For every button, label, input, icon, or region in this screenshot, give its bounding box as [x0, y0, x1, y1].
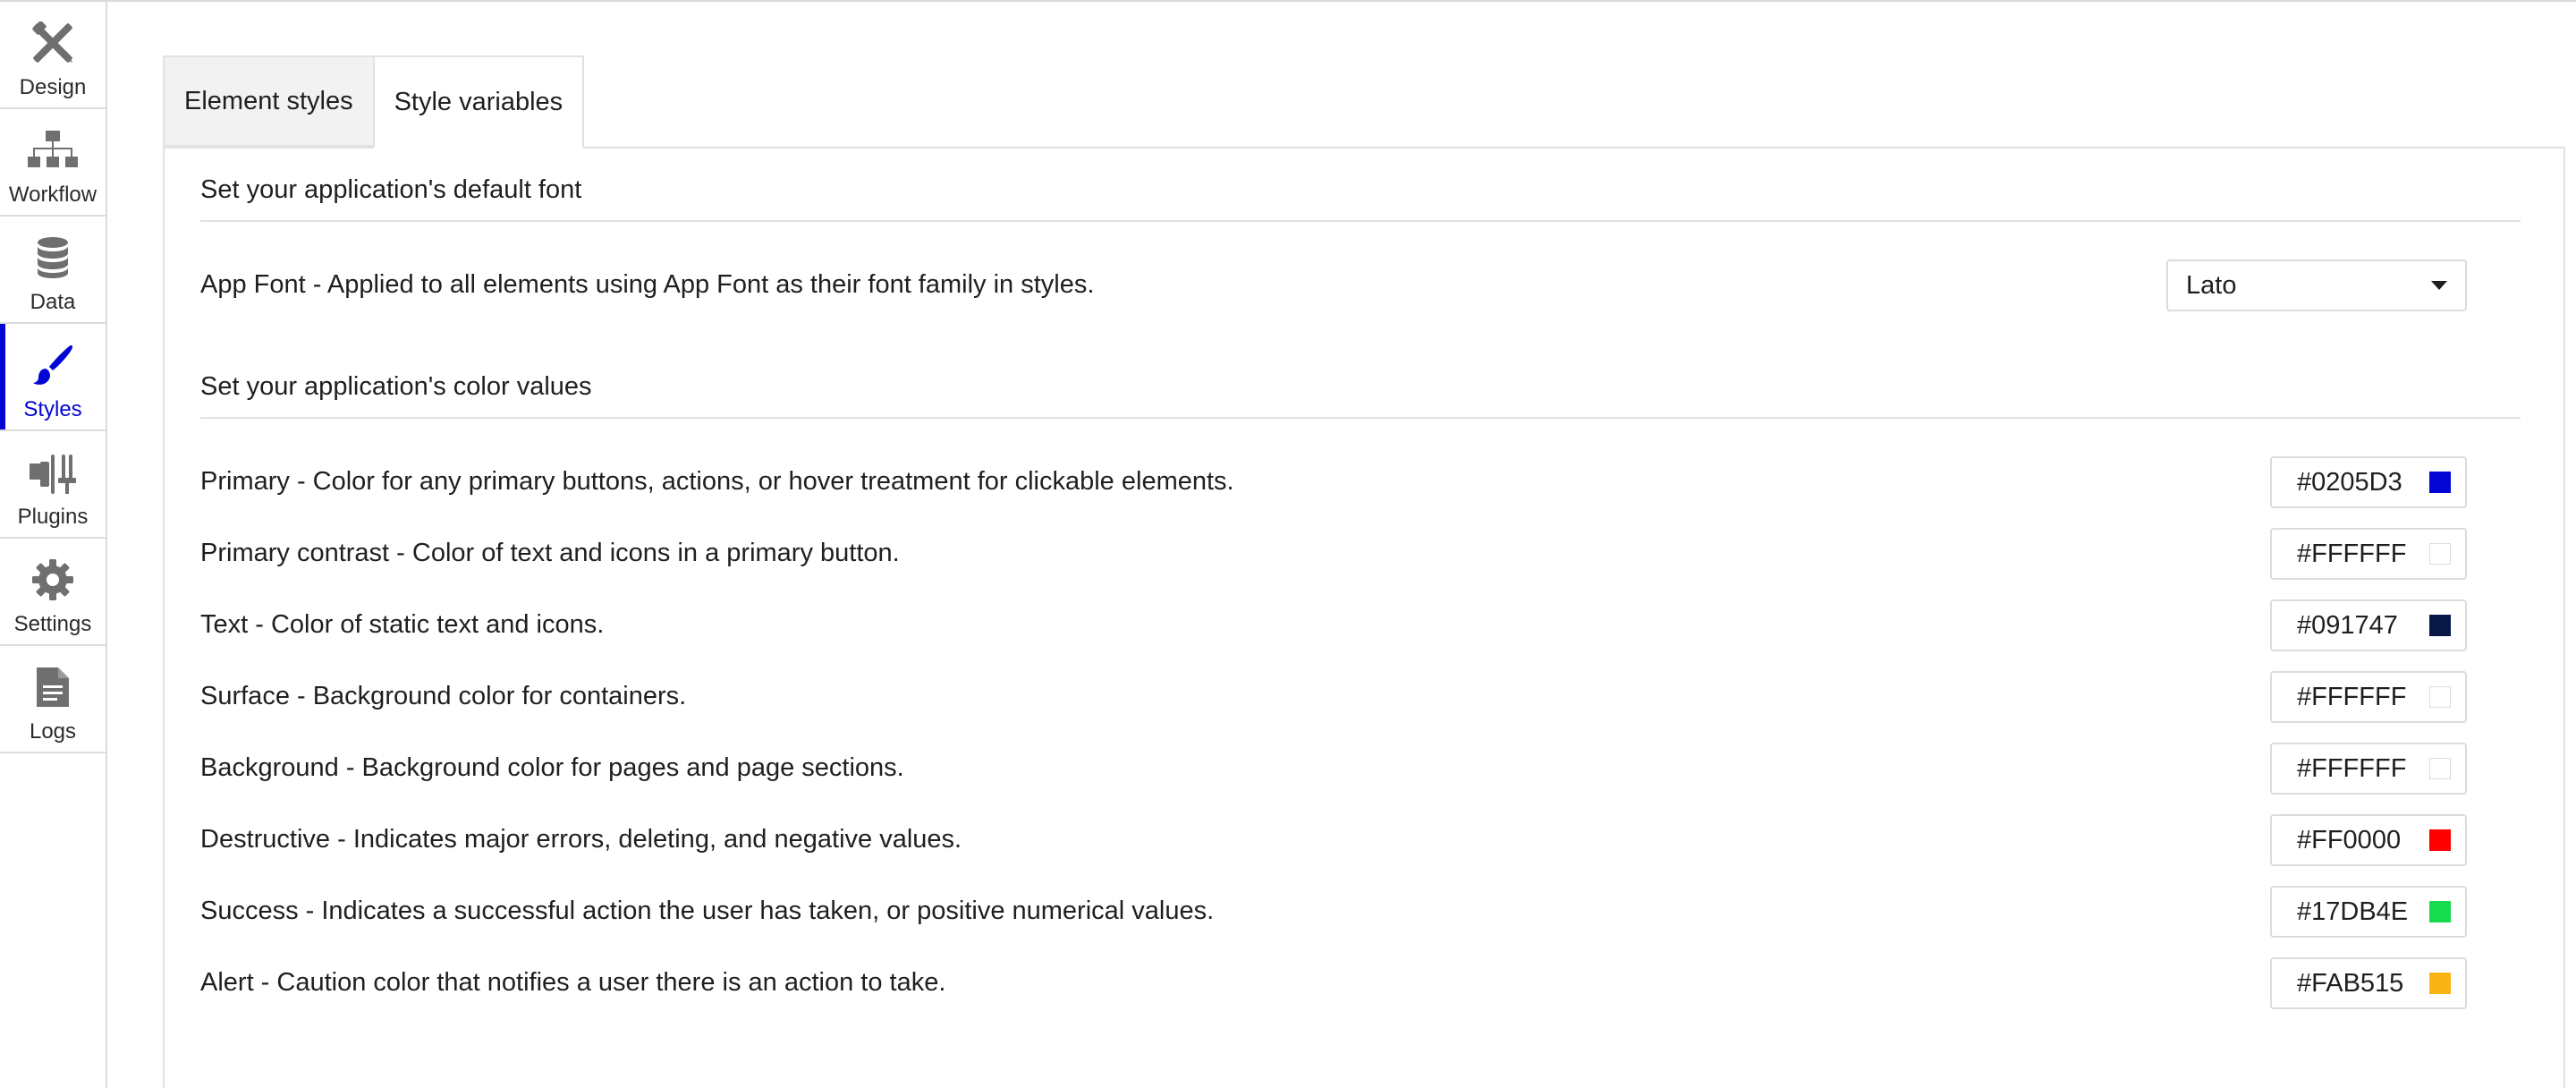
color-swatch[interactable] [2429, 472, 2451, 493]
color-swatch[interactable] [2429, 758, 2451, 779]
color-swatch[interactable] [2429, 615, 2451, 636]
section-divider [200, 220, 2521, 222]
color-input-primary[interactable] [2270, 456, 2467, 508]
app-font-select[interactable] [2166, 259, 2467, 311]
style-variables-panel [163, 147, 2565, 1088]
gear-icon [28, 555, 78, 605]
sidebar-item-data[interactable] [0, 217, 106, 324]
color-row-label-destructive: Destructive - Indicates major errors, deleting, and negative values. [200, 825, 962, 854]
color-swatch[interactable] [2429, 686, 2451, 708]
sidebar-item-label: Logs [29, 719, 77, 744]
sidebar-item-workflow[interactable] [0, 109, 106, 217]
color-hex-value: #17DB4E [2297, 897, 2409, 926]
sidebar-item-label: Workflow [8, 183, 97, 207]
tab-element-styles[interactable]: Element styles [163, 55, 373, 147]
color-row-label-alert: Alert - Caution color that notifies a user there is an action to take. [200, 968, 946, 997]
workflow-icon [28, 125, 78, 175]
plugin-icon [28, 447, 78, 497]
sidebar-item-styles[interactable] [0, 324, 106, 431]
color-row-label-surface: Surface - Background color for containers. [200, 682, 687, 710]
chevron-down-icon [2431, 281, 2447, 290]
app-font-label: App Font - Applied to all elements using App Font as their font family in styles. [200, 270, 1095, 299]
design-tools-icon [28, 18, 78, 68]
color-swatch[interactable] [2429, 829, 2451, 851]
paintbrush-icon [28, 340, 78, 390]
color-row-label-primary-contrast: Primary contrast - Color of text and icons in a primary button. [200, 539, 900, 567]
sidebar-item-plugins[interactable] [0, 431, 106, 539]
sidebar-item-label: Design [19, 75, 87, 99]
tab-bar [163, 55, 584, 149]
sidebar-item-label: Settings [13, 612, 92, 636]
color-hex-value: #FAB515 [2297, 968, 2404, 998]
color-swatch[interactable] [2429, 543, 2451, 565]
color-row-label-text: Text - Color of static text and icons. [200, 610, 605, 639]
sidebar-item-design[interactable] [0, 2, 106, 109]
color-input-success[interactable] [2270, 886, 2467, 938]
database-icon [28, 233, 78, 283]
color-input-background[interactable] [2270, 743, 2467, 795]
font-section-title: Set your application's default font [200, 175, 582, 204]
color-hex-value: #FFFFFF [2297, 682, 2407, 711]
color-input-primary-contrast[interactable] [2270, 528, 2467, 580]
color-hex-value: #FFFFFF [2297, 539, 2407, 568]
color-input-surface[interactable] [2270, 671, 2467, 723]
section-divider [200, 417, 2521, 419]
sidebar-item-settings[interactable] [0, 539, 106, 646]
color-hex-value: #FF0000 [2297, 825, 2402, 854]
sidebar [0, 2, 107, 1088]
tab-style-variables[interactable]: Style variables [373, 55, 585, 149]
color-hex-value: #091747 [2297, 610, 2398, 640]
color-input-destructive[interactable] [2270, 814, 2467, 866]
color-swatch[interactable] [2429, 973, 2451, 994]
sidebar-item-logs[interactable] [0, 646, 106, 753]
color-hex-value: #FFFFFF [2297, 753, 2407, 783]
sidebar-item-label: Styles [23, 397, 82, 421]
sidebar-item-label: Data [30, 290, 76, 314]
color-row-label-primary: Primary - Color for any primary buttons, actions, or hover treatment for clickable elements. [200, 467, 1234, 496]
color-hex-value: #0205D3 [2297, 467, 2402, 497]
document-icon [28, 662, 78, 712]
color-input-alert[interactable] [2270, 957, 2467, 1009]
sidebar-item-label: Plugins [17, 505, 89, 529]
main-content [163, 55, 2565, 1088]
color-row-label-background: Background - Background color for pages and page sections. [200, 753, 904, 782]
color-swatch[interactable] [2429, 901, 2451, 922]
color-row-label-success: Success - Indicates a successful action the user has taken, or positive numerical values. [200, 897, 1215, 925]
color-input-text[interactable] [2270, 599, 2467, 651]
app-font-value: Lato [2186, 270, 2237, 300]
color-section-title: Set your application's color values [200, 372, 592, 401]
